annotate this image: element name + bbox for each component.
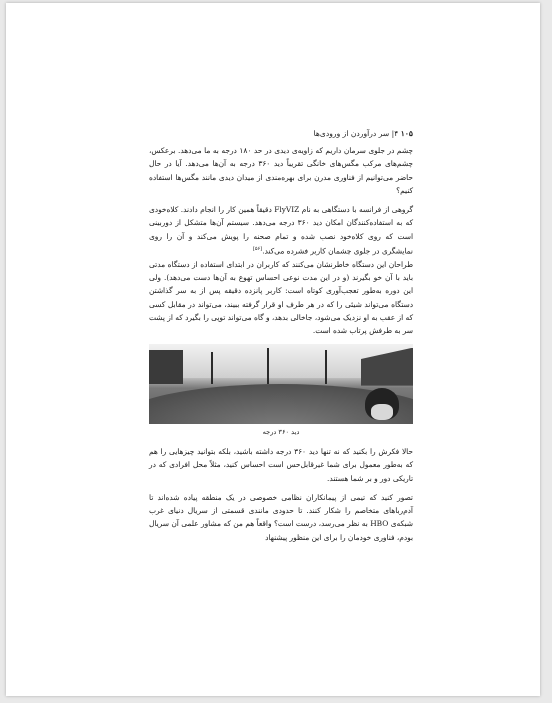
paragraph: طراحان این دستگاه خاطرنشان می‌کنند که کاربران در ابتدای استفاده از دستگاه مدتی باید با آن خو بگیرند (و در این مدت نوعی احساس تهوع به آن‌ها دست می‌دهد). ولی این دوره به‌طور تعجب‌آوری کوتاه است: کاربر پانزده دقیقه پس از به سر گذاشتن دستگاه می‌تواند شیئی را که در هر طرف او قرار گرفته ببیند، می‌تواند در مقابل کسی که از عقب به او نزدیک می‌شود، جاخالی بدهد، و گاه می‌تواند توپی را بگیرد که از پشت سر به طرفش پرتاب شده است. [149,259,413,336]
chapter-title: ۴| سر درآوردن از ورودی‌ها [313,129,399,138]
citation-mark: [۵۶] [252,246,263,253]
paragraph: تصور کنید که تیمی از پیمانکاران نظامی خصوصی در یک منطقه پیاده شده‌اند تا آدم‌ربا‌های متخاصم را شکار کنند. تا حدودی مانندی قسمتی از سریال دنیای غرب شبکه‌ی HBO به نظر می‌رسد، درست است؟ واقعاً هم من که مشاور علمی آن سریال بودم، فناوری خودمان را برای این منظور پیشنهاد [149,492,413,542]
photo-tree [267,348,269,384]
paragraph [149,203,413,258]
panoramic-photo [149,344,413,424]
paragraph: چشم در جلوی سرمان داریم که زاویه‌ی دیدی در حد ۱۸۰ درجه به ما می‌دهد. برعکس، چشم‌های مرکب مگس‌های خانگی تقریباً دید ۳۶۰ درجه به آن‌ها می‌دهد. آیا در حال حاضر می‌توانیم از فناوری مدرن برای بهره‌مندی از میدان دیدی مانند مگس‌ها استفاده کنیم؟ [149,146,414,195]
book-page [6,3,540,696]
photo-tree [325,350,327,384]
running-header [149,127,413,141]
photo-building-left [149,350,183,384]
paragraph-text: گروهی از فرانسه با دستگاهی به نام FlyVIZ دقیقاً همین کار را انجام دادند. کلاه‌خودی که به استفاده‌کنندگان امکان دید ۳۶۰ درجه می‌دهد. سیستم آن‌ها متشکل از دوربینی است که روی کلاه‌خود نصب شده و تمام صحنه را پویش می‌کند و آن را روی نمایشگری در جلوی چشمان کاربر فشرده می‌کند. [149,205,414,256]
figure-caption: دید ۳۶۰ درجه [262,427,300,436]
page-number: ۱۰۵ [400,129,413,138]
photo-person-face [371,404,393,420]
page-content [149,127,413,544]
photo-tree [211,352,213,384]
paragraph: حالا فکرش را بکنید که نه تنها دید ۳۶۰ درجه داشته باشید، بلکه بتوانید چیزهایی را هم که به‌طور معمول برای شما غیرقابل‌حس است احساس کنید، مثلاً محل افرادی که در تاریکی دور و بر شما هستند. [149,446,413,483]
